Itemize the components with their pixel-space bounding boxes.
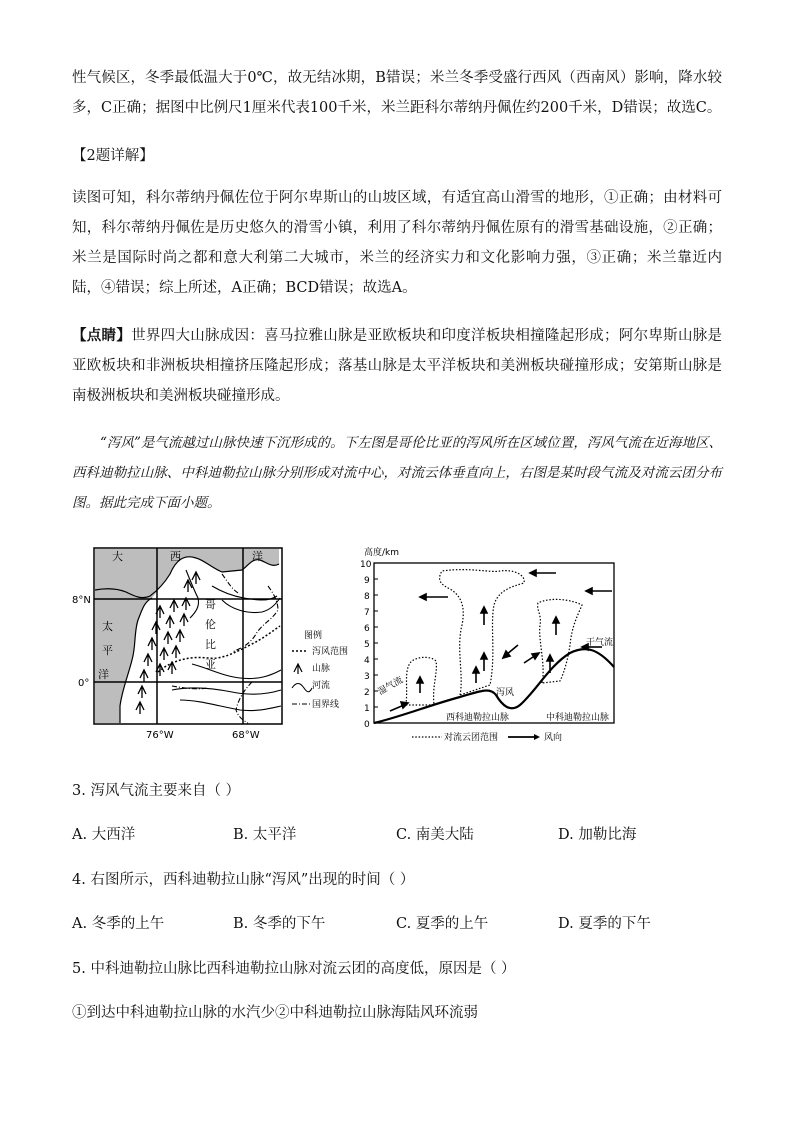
answer-paragraph-2: 读图可知，科尔蒂纳丹佩佐位于阿尔卑斯山的山坡区域，有适宜高山滑雪的地形，①正确；由材料可知，科尔蒂纳丹佩佐是历史悠久的滑雪小镇，利用了科尔蒂纳丹佩佐原有的滑雪基础设施，②正确；米兰是国际时尚之都和意大利第二大城市，米兰的经济实力和文化影响力强，③正确；米兰靠近内陆，④错误；综上所述，A正确；BCD错误；故选A。: [72, 190, 722, 296]
tip-label: 【点睛】: [72, 327, 132, 344]
map-label-taipingyang-3: 洋: [98, 668, 109, 681]
question-5-stem: 5. 中科迪勒拉山脉比西科迪勒拉山脉对流云团的高度低，原因是（ ）: [72, 961, 516, 977]
q3-option-c[interactable]: C. 南美大陆: [396, 827, 474, 843]
ytick-1: 1: [364, 704, 370, 714]
ytick-7: 7: [364, 608, 370, 618]
section-title-q2: 【2题详解】: [72, 148, 154, 164]
q3-option-a[interactable]: A. 大西洋: [72, 827, 136, 843]
lon-label-76w: 76°W: [146, 730, 174, 741]
ytick-3: 3: [364, 672, 370, 682]
label-central-range: 中科迪勒拉山脉: [546, 713, 610, 723]
lat-label-0: 0°: [78, 678, 90, 689]
q4-option-b[interactable]: B. 冬季的下午: [233, 916, 326, 932]
label-west-range: 西科迪勒拉山脉: [446, 713, 510, 723]
map-label-taipingyang-2: 平: [102, 644, 113, 657]
legend-cloud-range: 对流云团范围: [444, 733, 499, 743]
map-label-yang: 洋: [252, 550, 263, 563]
map-label-xi: 西: [170, 550, 181, 563]
label-wet-airflow: 湿气流: [376, 675, 405, 698]
ytick-10: 10: [360, 560, 372, 570]
q3-option-d[interactable]: D. 加勒比海: [558, 827, 637, 843]
ytick-6: 6: [364, 624, 370, 634]
map-label-taipingyang-1: 太: [102, 620, 113, 633]
ytick-4: 4: [364, 656, 370, 666]
ytick-5: 5: [364, 640, 370, 650]
airflow-profile-figure: [350, 545, 620, 745]
lon-label-68w: 68°W: [232, 730, 260, 741]
profile-ylabel: 高度/km: [364, 548, 400, 558]
label-dry-airflow: 干气流: [586, 638, 614, 648]
legend-title: 图例: [304, 631, 323, 641]
tip-paragraph: [72, 321, 722, 411]
legend-river: 河流: [312, 681, 331, 691]
q4-option-c[interactable]: C. 夏季的上午: [396, 916, 489, 932]
map-legend: [292, 629, 348, 710]
legend-border: 国界线: [312, 700, 340, 710]
question-4-stem: 4. 右图所示，西科迪勒拉山脉“泻风”出现的时间（ ）: [72, 872, 415, 888]
map-label-colombia-2: 伦: [205, 618, 216, 631]
q4-option-d[interactable]: D. 夏季的下午: [558, 916, 651, 932]
tip-text: 世界四大山脉成因：喜马拉雅山脉是亚欧板块和印度洋板块相撞隆起形成；阿尔卑斯山脉是亚欧板块和非洲板块相撞挤压隆起形成；落基山脉是太平洋板块和美洲板块碰撞形成；安第斯山脉是南极洲板块和美洲板块碰撞形成。: [72, 328, 723, 404]
colombia-map-figure: [72, 540, 349, 750]
legend-wind-direction: 风向: [544, 733, 563, 743]
ytick-2: 2: [364, 688, 370, 698]
ytick-9: 9: [364, 576, 370, 586]
legend-mountain: 山脉: [312, 664, 331, 674]
ytick-0: 0: [364, 720, 370, 730]
question-intro: “泻风”是气流越过山脉快速下沉形成的。下左图是哥伦比亚的泻风所在区域位置，泻风气流在近海地区、西科迪勒拉山脉、中科迪勒拉山脉分别形成对流中心，对流云体垂直向上，右图是某时段气流及对流云团分布图。据此完成下面小题。: [72, 435, 722, 511]
q4-option-a[interactable]: A. 冬季的上午: [72, 916, 165, 932]
map-label-colombia-1: 哥: [205, 598, 216, 611]
lat-label-8n: 8°N: [72, 595, 91, 606]
legend-xiefeng: 泻风范围: [312, 647, 349, 657]
question-5-statements: ①到达中科迪勒拉山脉的水汽少②中科迪勒拉山脉海陆风环流弱: [72, 1005, 478, 1021]
q3-option-b[interactable]: B. 太平洋: [233, 827, 297, 843]
ytick-8: 8: [364, 592, 370, 602]
map-label-colombia-3: 比: [205, 638, 216, 651]
map-label-colombia-4: 亚: [205, 658, 216, 671]
question-3-stem: 3. 泻风气流主要来自（ ）: [72, 783, 241, 799]
label-xiefeng: 泻风: [496, 688, 515, 698]
y-axis-ticks: [360, 560, 372, 730]
answer-paragraph-1: 性气候区，冬季最低温大于0℃，故无结冰期，B错误；米兰冬季受盛行西风（西南风）影响，降水较多，C正确；据图中比例尺1厘米代表100千米，米兰距科尔蒂纳丹佩佐约200千米，D错误；故选C。: [72, 70, 722, 116]
map-label-da: 大: [112, 550, 123, 563]
